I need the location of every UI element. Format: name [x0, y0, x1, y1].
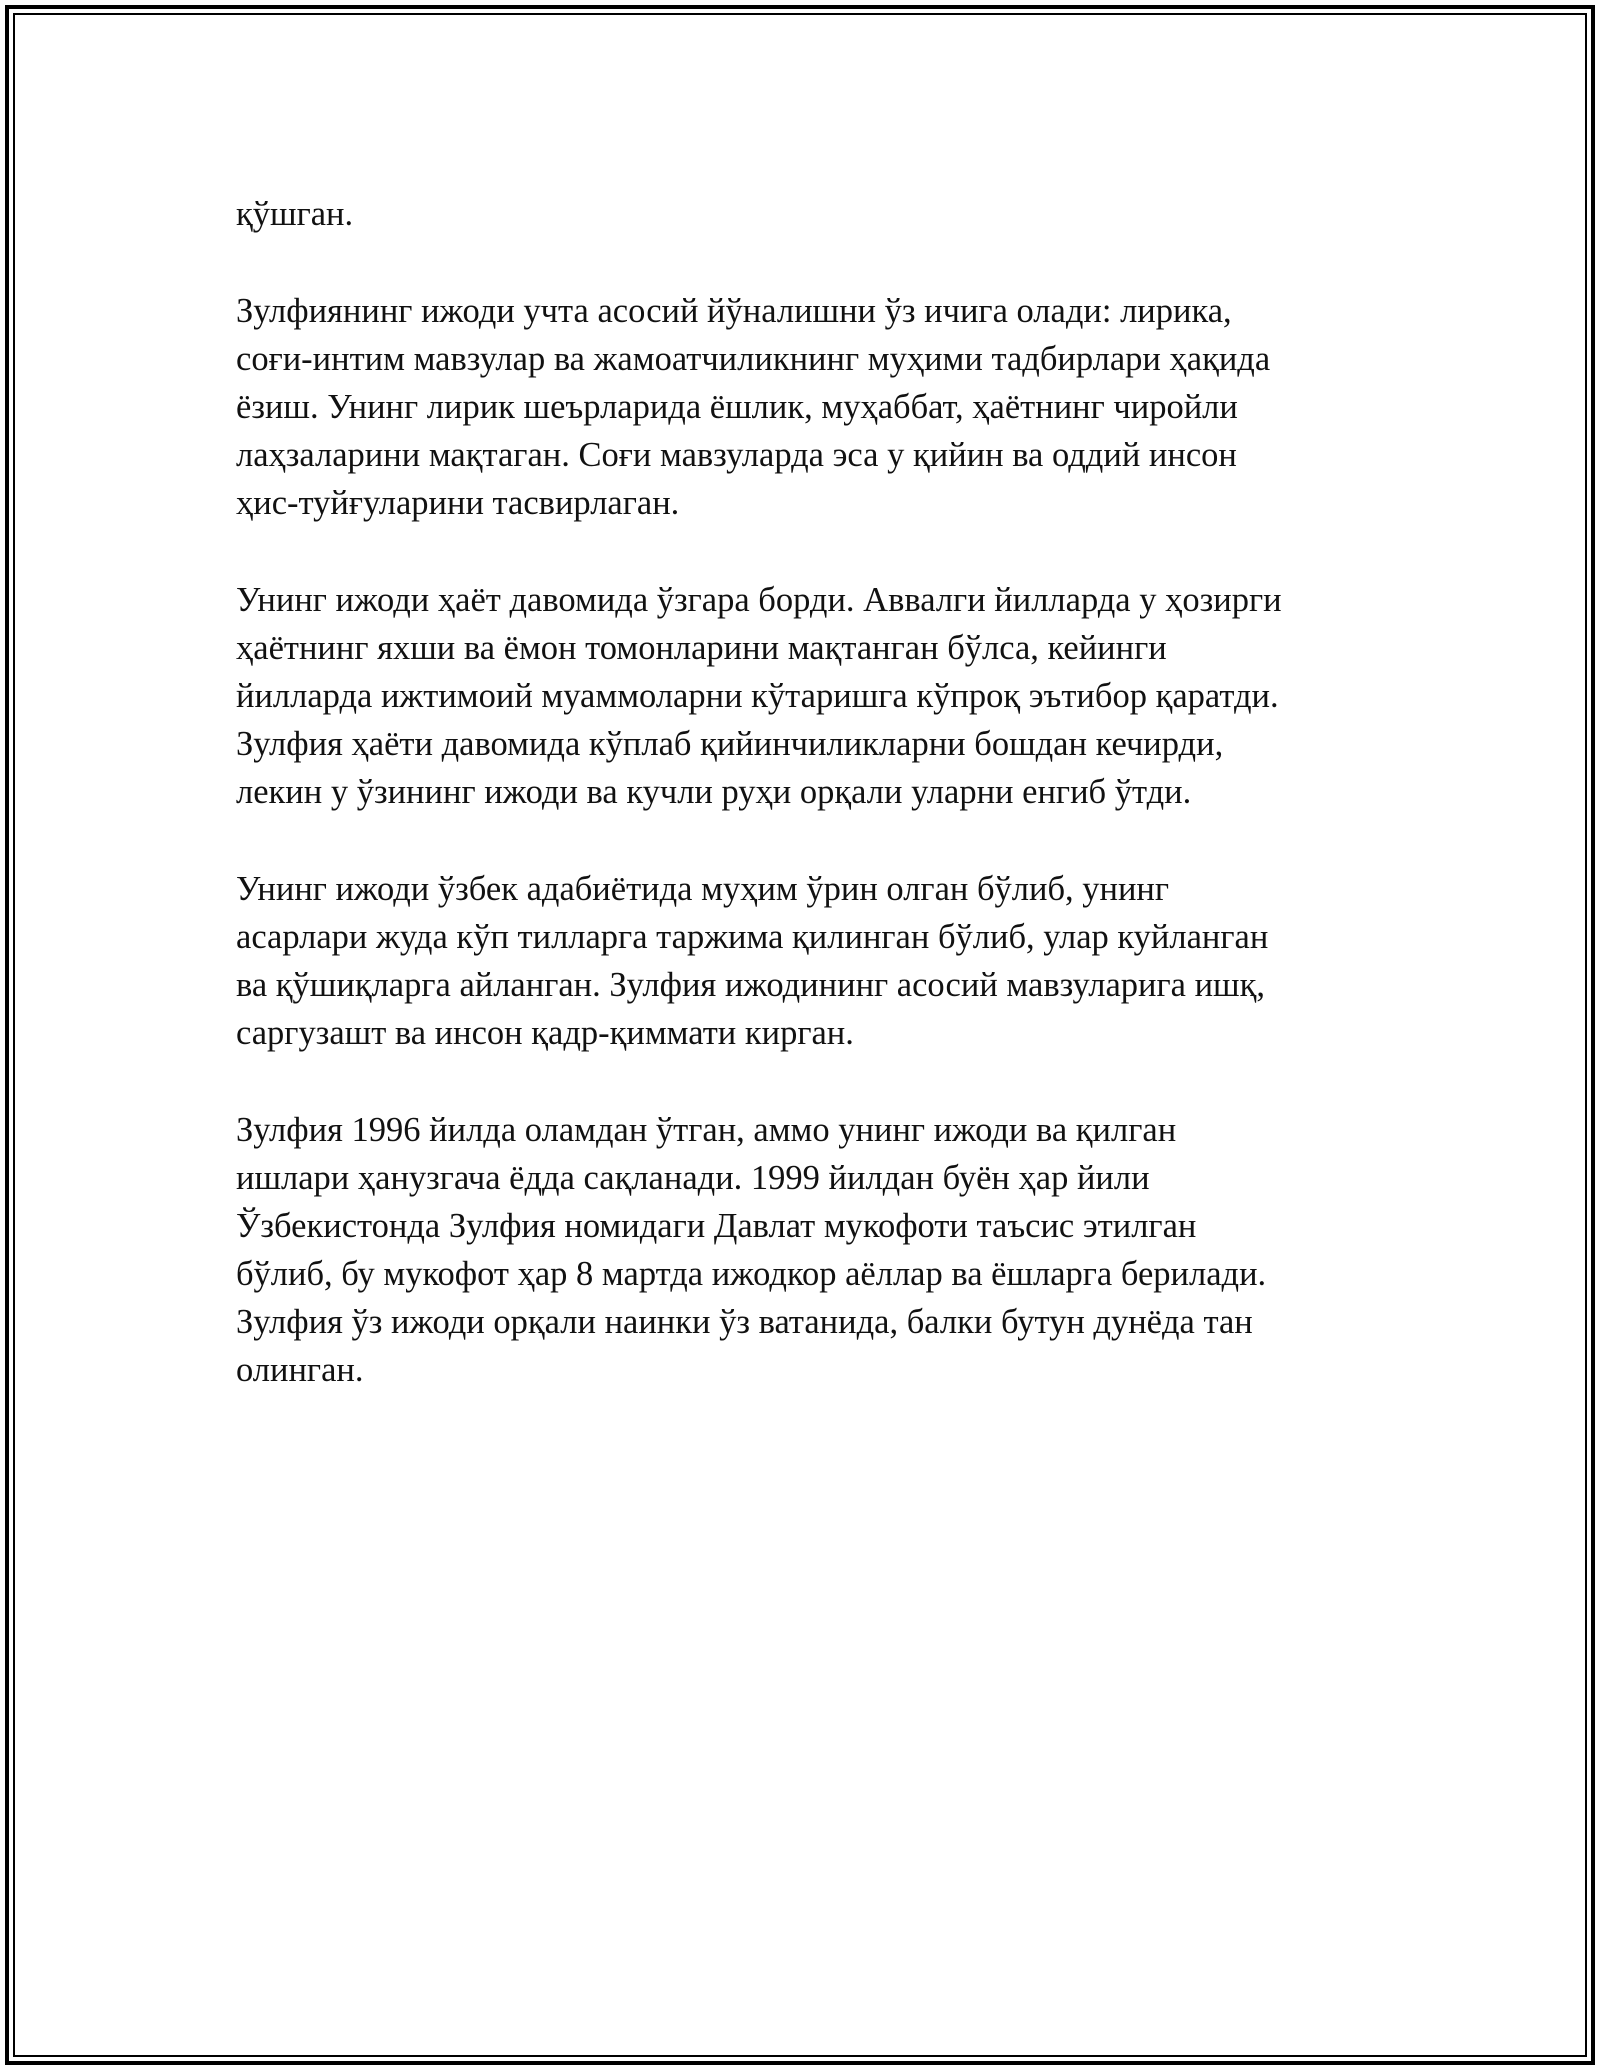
text-line: Зулфия ўз ижоди орқали наинки ўз ватанида, балки бутун дунёда тан [236, 1303, 1253, 1341]
text-line: ва қўшиқларга айланган. Зулфия ижодининг асосий мавзуларига ишқ, [236, 966, 1265, 1004]
text-line: Зулфия ҳаёти давомида кўплаб қийинчиликларни бошдан кечирди, [236, 725, 1224, 763]
text-line: Зулфия 1996 йилда оламдан ўтган, аммо унинг ижоди ва қилган [236, 1111, 1177, 1149]
text-line: лекин у ўзининг ижоди ва кучли руҳи орқали уларни енгиб ўтди. [236, 773, 1192, 811]
text-line: ҳаётнинг яхши ва ёмон томонларини мақтанган бўлса, кейинги [236, 629, 1167, 667]
text-line: асарлари жуда кўп тилларга таржима қилинган бўлиб, улар куйланган [236, 918, 1269, 956]
text-line: Унинг ижоди ўзбек адабиётида муҳим ўрин олган бўлиб, унинг [236, 870, 1170, 908]
paragraph-creative-directions [236, 287, 1386, 527]
paragraph-creative-evolution [236, 576, 1386, 816]
text-line: лаҳзаларини мақтаган. Соғи мавзуларда эса у қийин ва оддий инсон [236, 436, 1237, 474]
text-line: ёзиш. Унинг лирик шеърларида ёшлик, муҳаббат, ҳаётнинг чиройли [236, 388, 1238, 426]
text-line: ҳис-туйғуларини тасвирлаган. [236, 484, 680, 522]
paragraph-continuation [236, 190, 1386, 238]
text-line: Ўзбекистонда Зулфия номидаги Давлат мукофоти таъсис этилган [236, 1207, 1197, 1245]
text-line: Зулфиянинг ижоди учта асосий йўналишни ўз ичига олади: лирика, [236, 292, 1232, 330]
paragraph-legacy [236, 1106, 1386, 1394]
text-line: қўшган. [236, 195, 354, 233]
text-line: Унинг ижоди ҳаёт давомида ўзгара борди. Аввалги йилларда у ҳозирги [236, 581, 1282, 619]
text-line: бўлиб, бу мукофот ҳар 8 мартда ижодкор аёллар ва ёшларга берилади. [236, 1255, 1267, 1293]
text-line: олинган. [236, 1351, 364, 1389]
paragraph-literary-significance [236, 865, 1386, 1057]
text-line: ишлари ҳанузгача ёдда сақланади. 1999 йилдан буён ҳар йили [236, 1159, 1150, 1197]
text-line: саргузашт ва инсон қадр-қиммати кирган. [236, 1014, 854, 1052]
text-line: соғи-интим мавзулар ва жамоатчиликнинг муҳими тадбирлари ҳақида [236, 340, 1271, 378]
document-body [236, 190, 1386, 1443]
text-line: йилларда ижтимоий муаммоларни кўтаришга кўпроқ эътибор қаратди. [236, 677, 1279, 715]
